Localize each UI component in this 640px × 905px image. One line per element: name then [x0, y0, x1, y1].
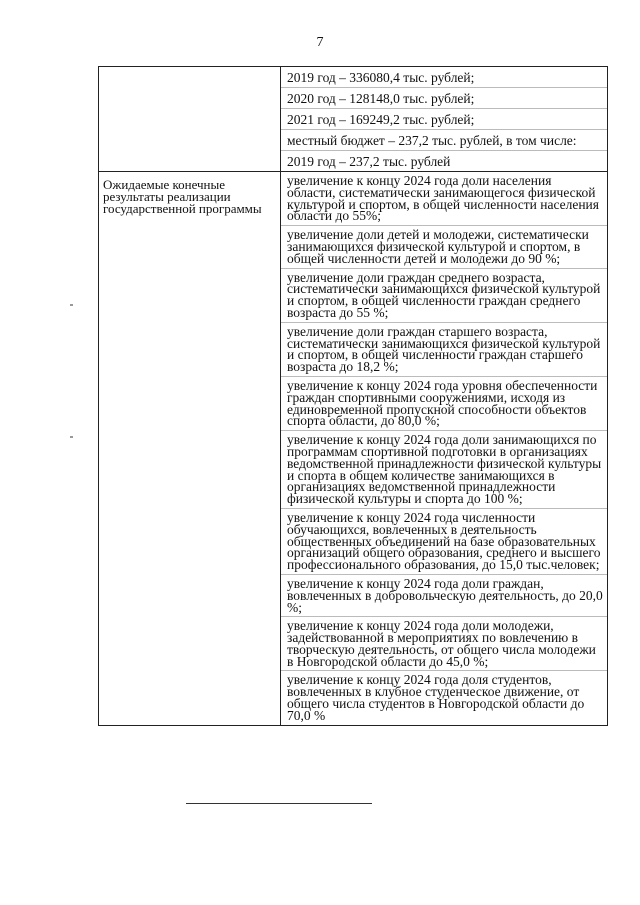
result-item: увеличение к концу 2024 года доли населения области, систематически занимающегося физической культурой и спортом, в общей численности населения области до 55%; — [281, 172, 607, 226]
results-label: Ожидаемые конечные результаты реализации государственной программы — [103, 177, 262, 216]
result-item: увеличение к концу 2024 года уровня обеспеченности граждан спортивными сооружениями, исходя из единовременной пропускной способности объектов спорта области, до 80,0 %; — [281, 377, 607, 431]
scan-margin-mark — [70, 436, 73, 438]
program-passport-table — [98, 66, 608, 726]
finance-item: 2021 год – 169249,2 тыс. рублей; — [281, 109, 607, 130]
footnote-separator-line — [186, 803, 372, 804]
finance-item: 2020 год – 128148,0 тыс. рублей; — [281, 88, 607, 109]
results-label-cell — [99, 172, 281, 726]
finance-item: местный бюджет – 237,2 тыс. рублей, в том числе: — [281, 130, 607, 151]
result-item: увеличение к концу 2024 года доля студентов, вовлеченных в клубное студенческое движение, от общего числа студентов в Новгородской области до 70,0 % — [287, 672, 585, 723]
result-item: увеличение доли граждан старшего возраста, систематически занимающихся физической культурой и спортом, в общей численности граждан старшего возраста до 18,2 %; — [281, 323, 607, 377]
finance-item: 2019 год – 336080,4 тыс. рублей; — [281, 67, 607, 88]
scan-margin-mark — [70, 304, 73, 306]
results-values-cell — [281, 172, 608, 726]
result-item: увеличение к концу 2024 года доли граждан, вовлеченных в добровольческую деятельность, до 20,0 %; — [281, 575, 607, 617]
result-item: увеличение доли граждан среднего возраста, систематически занимающихся физической культурой и спортом, в общей численности граждан среднего возраста до 55 %; — [281, 269, 607, 323]
result-item: увеличение к концу 2024 года доли занимающихся по программам спортивной подготовки в организациях ведомственной принадлежности физической культуры и спорта в общем количестве занимающихся в организациях ведомственной принадлежности физической культуры и спорта до 100 %; — [281, 431, 607, 509]
finance-item: 2019 год – 237,2 тыс. рублей — [287, 154, 451, 169]
page-number: 7 — [316, 35, 324, 50]
finance-label-cell — [99, 67, 281, 172]
results-row — [99, 172, 608, 726]
result-item: увеличение доли детей и молодежи, систематически занимающихся физической культурой и спортом, в общей численности детей и молодежи до 90 %; — [281, 226, 607, 268]
finance-row — [99, 67, 608, 172]
result-item: увеличение к концу 2024 года доли молодежи, задействованной в мероприятиях по вовлечению в творческую деятельность, от общего числа молодежи в Новгородской области до 45,0 %; — [281, 617, 607, 671]
result-item: увеличение к концу 2024 года численности обучающихся, вовлеченных в деятельность общественных объединений на базе образовательных организаций общего образования, среднего и высшего профессионального образования, до 15,0 тыс.человек; — [281, 509, 607, 575]
finance-values-cell — [281, 67, 608, 172]
